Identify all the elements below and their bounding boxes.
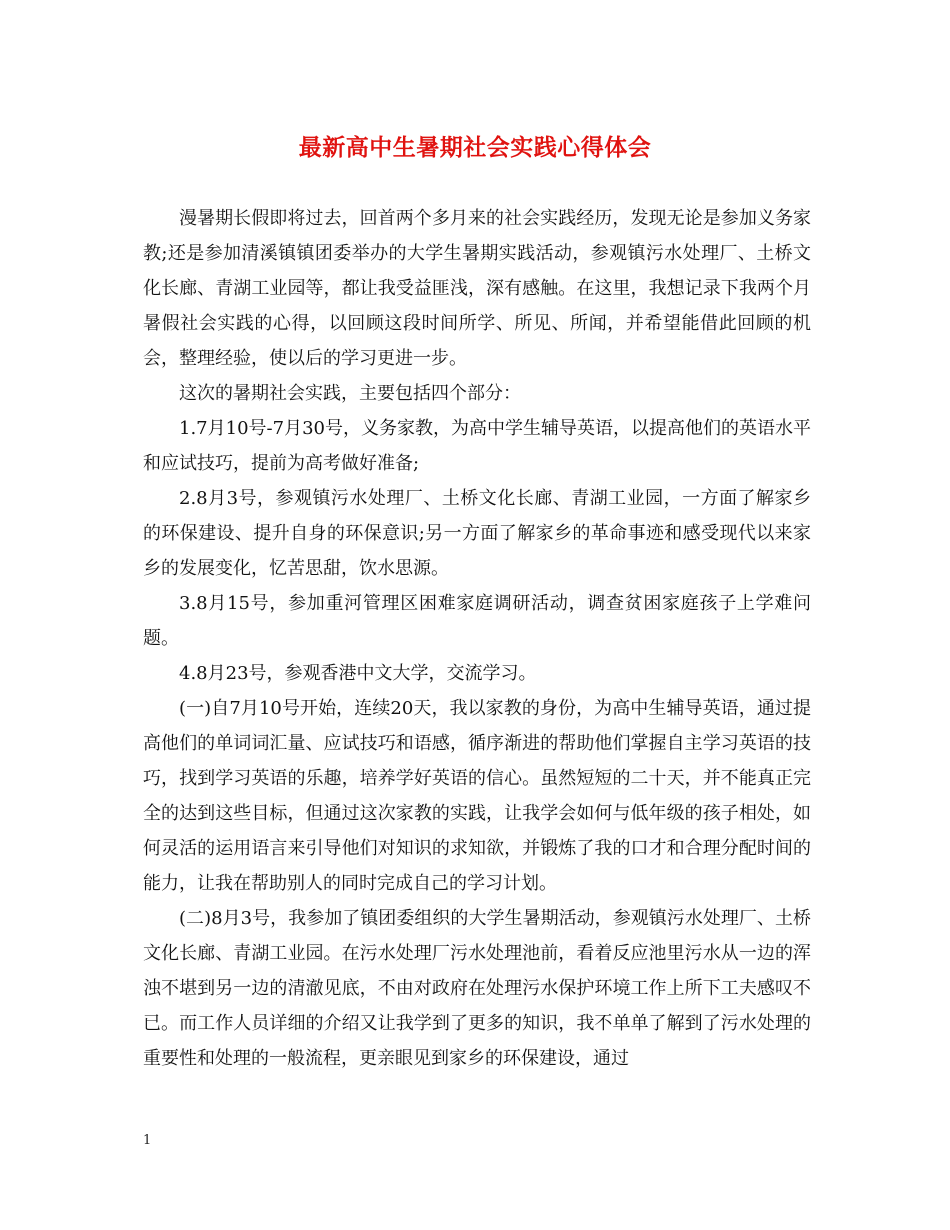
- paragraph-section-1: (一)自7月10号开始，连续20天，我以家教的身份，为高中生辅导英语，通过提高他们的单词词汇量、应试技巧和语感，循序渐进的帮助他们掌握自主学习英语的技巧，找到学习英语的乐趣，培养学好英语的信心。虽然短短的二十天，并不能真正完全的达到这些目标，但通过这次家教的实践，让我学会如何与低年级的孩子相处，如何灵活的运用语言来引导他们对知识的求知欲，并锻炼了我的口才和合理分配时间的能力，让我在帮助别人的同时完成自己的学习计划。: [143, 698, 811, 894]
- paragraph-item-3: 3.8月15号，参加重河管理区困难家庭调研活动，调查贫困家庭孩子上学难问题。: [143, 593, 811, 649]
- paragraph-section-2: (二)8月3号，我参加了镇团委组织的大学生暑期活动，参观镇污水处理厂、土桥文化长廊、青湖工业园。在污水处理厂污水处理池前，看着反应池里污水从一边的浑浊不堪到另一边的清澈见底，不由对政府在处理污水保护环境工作上所下工夫感叹不已。而工作人员详细的介绍又让我学到了更多的知识，我不单单了解到了污水处理的重要性和处理的一般流程，更亲眼见到家乡的环保建设，通过: [143, 908, 811, 1069]
- document-body: [143, 201, 811, 1076]
- page-number: 1: [143, 1133, 152, 1148]
- paragraph-item-1: 1.7月10号-7月30号，义务家教，为高中学生辅导英语，以提高他们的英语水平和应试技巧，提前为高考做好准备;: [143, 418, 811, 474]
- paragraph-item-4: 4.8月23号，参观香港中文大学，交流学习。: [179, 663, 537, 684]
- paragraph-item-2: 2.8月3号，参观镇污水处理厂、土桥文化长廊、青湖工业园，一方面了解家乡的环保建设、提升自身的环保意识;另一方面了解家乡的革命事迹和感受现代以来家乡的发展变化，忆苦思甜，饮水思源。: [143, 488, 811, 579]
- document-title: 最新高中生暑期社会实践心得体会: [298, 135, 652, 161]
- paragraph-intro: 漫暑期长假即将过去，回首两个多月来的社会实践经历，发现无论是参加义务家教;还是参加清溪镇镇团委举办的大学生暑期实践活动，参观镇污水处理厂、土桥文化长廊、青湖工业园等，都让我受益匪浅，深有感触。在这里，我想记录下我两个月暑假社会实践的心得，以回顾这段时间所学、所见、所闻，并希望能借此回顾的机会，整理经验，使以后的学习更进一步。: [143, 208, 811, 369]
- paragraph-overview: 这次的暑期社会实践，主要包括四个部分：: [179, 383, 521, 404]
